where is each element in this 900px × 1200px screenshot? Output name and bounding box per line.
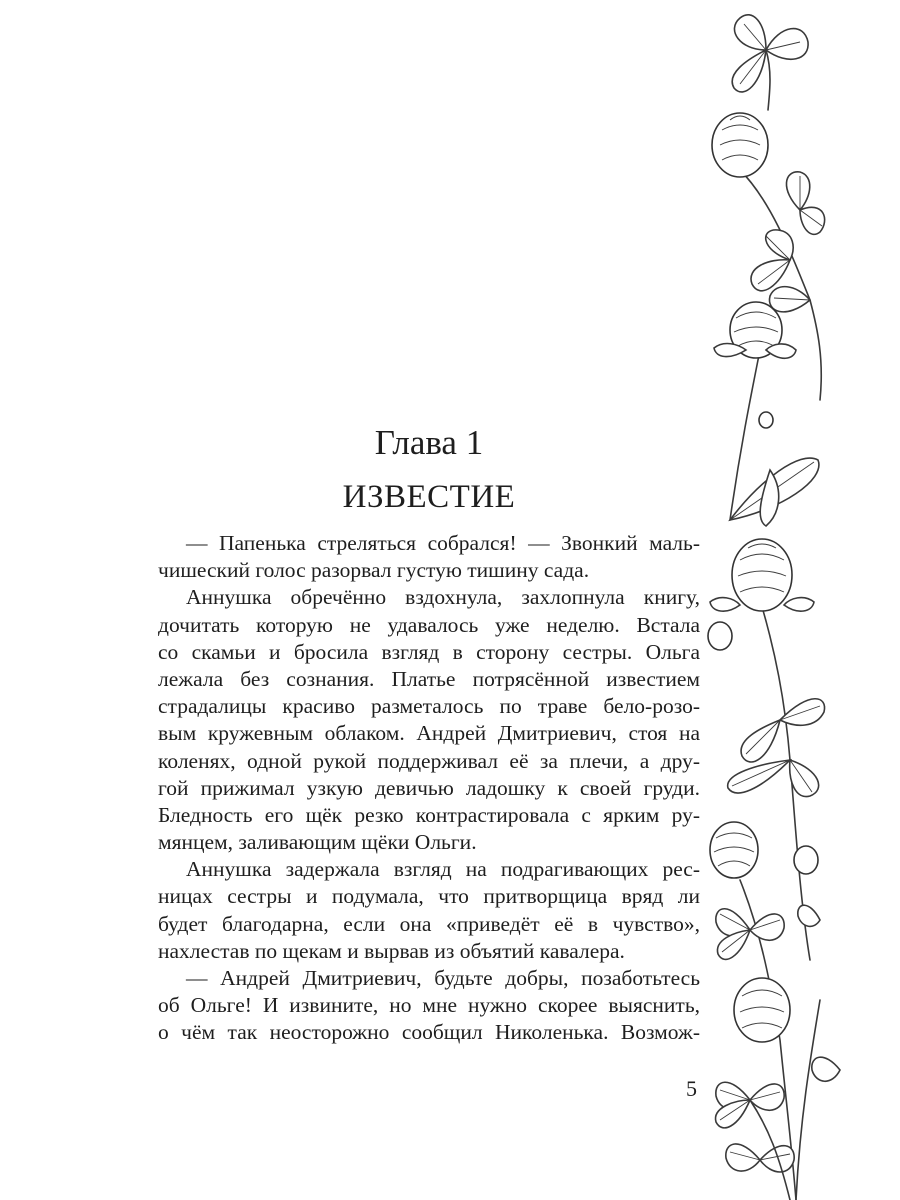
text-line: чишеский голос разорвал густую тишину сада. (158, 558, 590, 583)
text-line: Аннушка задержала взгляд на подрагивающих рес- (186, 857, 700, 882)
text-line: нахлестав по щекам и вырвав из объятий кавалера. (158, 938, 625, 963)
page-number: 5 (686, 1076, 697, 1101)
body-text (158, 530, 700, 1047)
text-line: Аннушка обречённо вздохнула, захлопнула книгу, (186, 585, 700, 610)
chapter-title: Глава 1 (374, 423, 484, 462)
text-line: ницах сестры и подумала, что притворщица вряд ли (158, 884, 700, 909)
text-line: — Папенька стреляться собрался! — Звонкий маль- (186, 531, 700, 555)
text-line: лежала без сознания. Платье потрясённой известием (158, 666, 700, 691)
text-line: о чём так неосторожно сообщил Николенька. Возмож- (158, 1020, 700, 1045)
text-line: вым кружевным облаком. Андрей Дмитриевич, стоя на (158, 721, 700, 746)
text-line: страдалицы красиво разметалось по траве бело-розо- (158, 694, 700, 719)
text-line: дочитать которую не удавалось уже неделю. Встала (158, 612, 700, 637)
text-line: об Ольге! И извините, но мне нужно скорее выяснить, (158, 993, 700, 1018)
text-line: гой прижимал узкую девичью ладошку к своей груди. (158, 775, 700, 800)
text-line: — Андрей Дмитриевич, будьте добры, позаботьтесь (186, 966, 700, 990)
text-line: мянцем, заливающим щёки Ольги. (158, 830, 477, 855)
chapter-subtitle: ИЗВЕСТИЕ (342, 479, 516, 515)
text-line: Бледность его щёк резко контрастировала с ярким ру- (158, 802, 700, 827)
text-line: будет благодарна, если она «приведёт её в чувство», (158, 911, 700, 936)
text-line: со скамьи и бросила взгляд в сторону сестры. Ольга (158, 639, 700, 664)
text-line: коленях, одной рукой поддерживал её за плечи, а дру- (158, 748, 700, 773)
clover-flowers-illustration (700, 0, 900, 1200)
